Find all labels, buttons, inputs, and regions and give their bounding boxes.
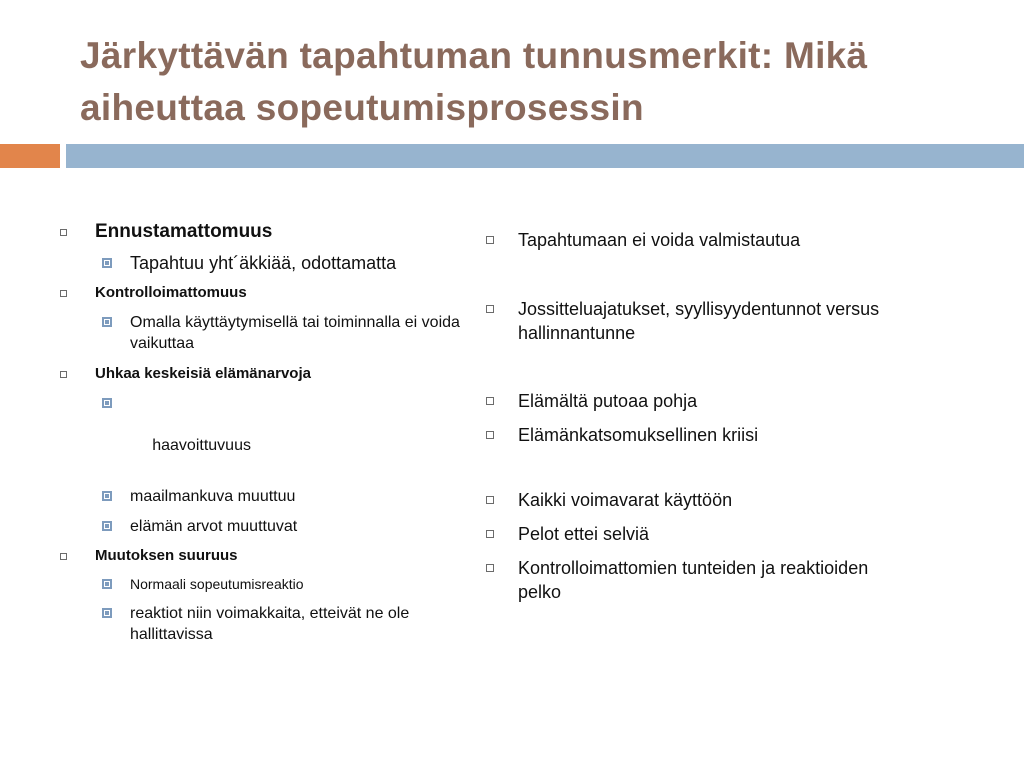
list-item: [483, 556, 878, 604]
square-bullet-icon: [102, 579, 112, 589]
square-bullet-icon: [60, 371, 67, 378]
list-item-text: Muutoksen suuruus: [95, 547, 238, 564]
list-item-text: Ennustamattomuus: [95, 221, 273, 242]
list-item: [58, 393, 488, 477]
list-item-text: Tapahtuu yht´äkkiää, odottamatta: [130, 253, 397, 273]
list-item: [483, 297, 903, 345]
square-bullet-icon: [486, 564, 494, 572]
list-item: [483, 389, 903, 413]
square-bullet-icon: [102, 521, 112, 531]
square-bullet-icon: [486, 530, 494, 538]
accent-bar-blue: [66, 144, 1024, 168]
square-bullet-icon: [486, 305, 494, 313]
list-item-text: Normaali sopeutumisreaktio: [130, 576, 304, 592]
square-bullet-icon: [102, 398, 112, 408]
square-bullet-icon: [486, 236, 494, 244]
list-item: [483, 522, 903, 546]
slide-title: [80, 30, 980, 134]
list-item-text: Tapahtumaan ei voida valmistautua: [518, 230, 801, 250]
square-bullet-icon: [102, 491, 112, 501]
list-item-text: reaktiot niin voimakkaita, etteivät ne ole hallittavissa: [130, 605, 410, 643]
list-item: [483, 423, 903, 447]
list-item: [58, 251, 488, 275]
list-item-text: Elämänkatsomuksellinen kriisi: [518, 425, 759, 445]
accent-bar-orange: [0, 144, 60, 168]
list-item: [58, 486, 488, 507]
square-bullet-icon: [60, 290, 67, 297]
square-bullet-icon: [60, 553, 67, 560]
list-item: [483, 488, 903, 512]
list-item: [58, 546, 488, 566]
list-item: [58, 220, 488, 244]
list-item-text: Omalla käyttäytymisellä tai toiminnalla ei voida vaikuttaa: [130, 314, 460, 352]
list-item-text: Kontrolloimattomuus: [95, 284, 247, 301]
left-bullet-list: [58, 220, 488, 645]
list-item-text: elämän arvot muuttuvat: [130, 518, 298, 535]
square-bullet-icon: [102, 258, 112, 268]
list-item-text: Kaikki voimavarat käyttöön: [518, 490, 733, 510]
list-item: [483, 228, 808, 252]
square-bullet-icon: [486, 397, 494, 405]
list-item: [58, 516, 488, 537]
list-item-text: Pelot ettei selviä: [518, 524, 650, 544]
list-item-text: Jossitteluajatukset, syyllisyydentunnot versus hallinnantunne: [518, 299, 880, 343]
list-item: [58, 603, 488, 645]
square-bullet-icon: [60, 229, 67, 236]
square-bullet-icon: [102, 317, 112, 327]
list-item: [58, 312, 488, 354]
list-item: [58, 575, 488, 594]
slide-title-line-1: Järkyttävän tapahtuman tunnusmerkit: Mikä: [80, 35, 868, 76]
list-item-text: maailmankuva muuttuu: [130, 488, 296, 505]
list-item: [58, 364, 488, 384]
list-item-text: Elämältä putoaa pohja: [518, 391, 698, 411]
square-bullet-icon: [486, 431, 494, 439]
square-bullet-icon: [486, 496, 494, 504]
list-item: [58, 283, 488, 303]
list-item-text: haavoittuvuus: [147, 437, 251, 454]
slide-title-line-2: aiheuttaa sopeutumisprosessin: [80, 87, 644, 128]
list-item-text: Uhkaa keskeisiä elämänarvoja: [95, 365, 311, 382]
square-bullet-icon: [102, 608, 112, 618]
right-bullet-list: [483, 228, 903, 604]
list-item-text: Kontrolloimattomien tunteiden ja reaktioiden pelko: [518, 558, 869, 602]
